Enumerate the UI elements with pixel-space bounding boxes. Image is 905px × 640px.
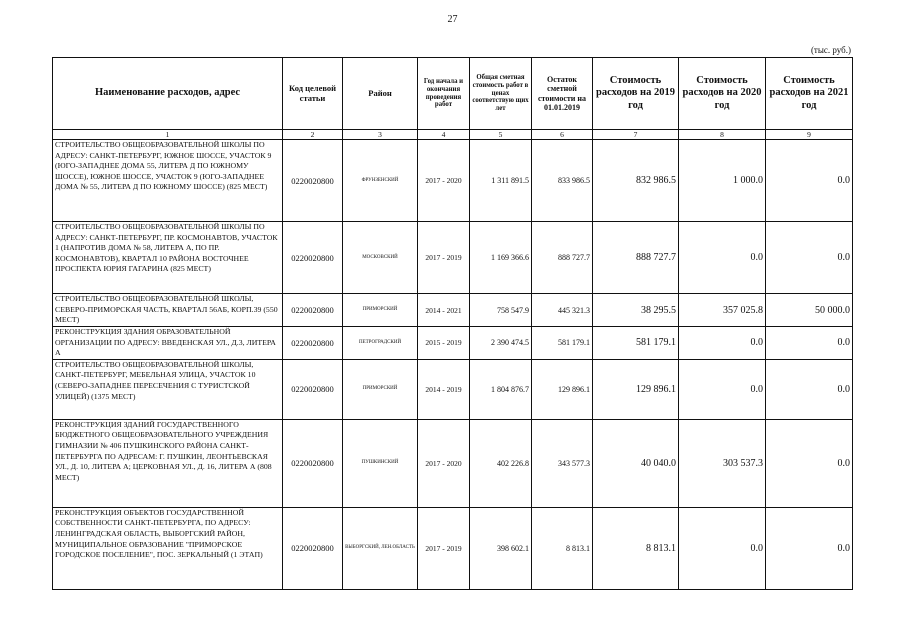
table-row [53,140,853,222]
header-remain: Остаток сметной стоимости на 01.01.2019 [532,58,593,130]
row-estimate: 1 804 876.7 [470,359,532,419]
row-name: СТРОИТЕЛЬСТВО ОБЩЕОБРАЗОВАТЕЛЬНОЙ ШКОЛЫ, САНКТ-ПЕТЕРБУРГ, МЕБЕЛЬНАЯ УЛИЦА, УЧАСТОК 10 (СЕВЕРО-ЗАПАДНЕЕ ПЕРЕСЕЧЕНИЯ С ТУРИСТСКОЙ УЛИЦЕЙ) (1375 МЕСТ) [53,359,283,419]
header-cost-2019: Стоимость расходов на 2019 год [593,58,679,130]
page-number: 27 [447,14,458,25]
row-cost-2020: 0.0 [679,327,766,360]
column-number: 3 [343,130,418,140]
row-district: ПРИМОРСКИЙ [343,359,418,419]
row-estimate: 398 602.1 [470,507,532,589]
row-district: МОСКОВСКИЙ [343,222,418,294]
column-number: 6 [532,130,593,140]
header-code: Код целевой статьи [283,58,343,130]
row-district: ФРУНЗЕНСКИЙ [343,140,418,222]
units-note: (тыс. руб.) [810,45,851,55]
header-years: Год начала и окончания проведения работ [418,58,470,130]
row-cost-2019: 8 813.1 [593,507,679,589]
row-district: ПРИМОРСКИЙ [343,294,418,327]
row-remain: 445 321.3 [532,294,593,327]
row-years: 2017 - 2020 [418,419,470,507]
budget-table [52,57,853,590]
row-cost-2021: 0.0 [766,419,853,507]
row-cost-2020: 303 537.3 [679,419,766,507]
row-cost-2020: 0.0 [679,359,766,419]
row-code: 0220020800 [283,140,343,222]
table-row [53,294,853,327]
row-remain: 833 986.5 [532,140,593,222]
row-cost-2021: 0.0 [766,359,853,419]
row-estimate: 402 226.8 [470,419,532,507]
column-number: 1 [53,130,283,140]
row-cost-2021: 0.0 [766,222,853,294]
row-estimate: 2 390 474.5 [470,327,532,360]
header-cost-2021: Стоимость расходов на 2021 год [766,58,853,130]
row-name: СТРОИТЕЛЬСТВО ОБЩЕОБРАЗОВАТЕЛЬНОЙ ШКОЛЫ ПО АДРЕСУ: САНКТ-ПЕТЕРБУРГ, ЮЖНОЕ ШОССЕ, УЧАСТОК 9 (ЮГО-ЗАПАДНЕЕ ДОМА 55, ЛИТЕРА Д ПО ЮЖНОМУ ШОССЕ), ЮЖНОЕ ШОССЕ, УЧАСТОК 9 (ЮГО-ЗАПАДНЕЕ ДОМА № 55, ЛИТЕРА Д ПО ЮЖНОМУ ШОССЕ) (825 МЕСТ) [53,140,283,222]
table-row [53,507,853,589]
column-number: 2 [283,130,343,140]
header-district: Район [343,58,418,130]
row-code: 0220020800 [283,359,343,419]
row-years: 2017 - 2019 [418,507,470,589]
row-remain: 8 813.1 [532,507,593,589]
row-cost-2020: 0.0 [679,507,766,589]
table-row [53,419,853,507]
row-years: 2014 - 2019 [418,359,470,419]
row-district: ВЫБОРГСКИЙ, ЛЕН.ОБЛАСТЬ [343,507,418,589]
row-cost-2020: 0.0 [679,222,766,294]
row-years: 2017 - 2020 [418,140,470,222]
row-name: РЕКОНСТРУКЦИЯ ОБЪЕКТОВ ГОСУДАРСТВЕННОЙ СОБСТВЕННОСТИ САНКТ-ПЕТЕРБУРГА, ПО АДРЕСУ: ЛЕНИНГРАДСКАЯ ОБЛАСТЬ, ВЫБОРГСКИЙ РАЙОН, МУНИЦИПАЛЬНОЕ ОБРАЗОВАНИЕ "ПРИМОРСКОЕ ГОРОДСКОЕ ПОСЕЛЕНИЕ", ПОС. ЗЕРКАЛЬНЫЙ (1 ЭТАП) [53,507,283,589]
column-number: 9 [766,130,853,140]
row-estimate: 1 169 366.6 [470,222,532,294]
column-number: 5 [470,130,532,140]
table-row [53,222,853,294]
row-name: СТРОИТЕЛЬСТВО ОБЩЕОБРАЗОВАТЕЛЬНОЙ ШКОЛЫ, СЕВЕРО-ПРИМОРСКАЯ ЧАСТЬ, КВАРТАЛ 56АБ, КОРП.39 (550 МЕСТ) [53,294,283,327]
row-cost-2021: 0.0 [766,507,853,589]
row-remain: 343 577.3 [532,419,593,507]
header-estimate: Общая сметная стоимость работ в ценах соответствую щих лет [470,58,532,130]
column-number: 7 [593,130,679,140]
row-years: 2015 - 2019 [418,327,470,360]
row-cost-2021: 0.0 [766,327,853,360]
row-remain: 129 896.1 [532,359,593,419]
column-number: 4 [418,130,470,140]
row-name: РЕКОНСТРУКЦИЯ ЗДАНИЯ ОБРАЗОВАТЕЛЬНОЙ ОРГАНИЗАЦИИ ПО АДРЕСУ: ВВЕДЕНСКАЯ УЛ., Д.3, ЛИТЕРА А [53,327,283,360]
row-cost-2021: 50 000.0 [766,294,853,327]
row-estimate: 1 311 891.5 [470,140,532,222]
row-years: 2017 - 2019 [418,222,470,294]
row-cost-2019: 129 896.1 [593,359,679,419]
row-district: ПЕТРОГРАДСКИЙ [343,327,418,360]
row-estimate: 758 547.9 [470,294,532,327]
header-name: Наименование расходов, адрес [53,58,283,130]
row-code: 0220020800 [283,507,343,589]
row-district: ПУШКИНСКИЙ [343,419,418,507]
row-cost-2021: 0.0 [766,140,853,222]
column-number-row [53,130,853,140]
row-cost-2020: 1 000.0 [679,140,766,222]
row-code: 0220020800 [283,327,343,360]
row-years: 2014 - 2021 [418,294,470,327]
row-remain: 888 727.7 [532,222,593,294]
row-remain: 581 179.1 [532,327,593,360]
row-cost-2019: 832 986.5 [593,140,679,222]
row-name: СТРОИТЕЛЬСТВО ОБЩЕОБРАЗОВАТЕЛЬНОЙ ШКОЛЫ ПО АДРЕСУ: САНКТ-ПЕТЕРБУРГ, ПР. КОСМОНАВТОВ, УЧАСТОК 1 (НАПРОТИВ ДОМА № 58, ЛИТЕРА А, ПО ПР. КОСМОНАВТОВ), КВАРТАЛ 10 РАЙОНА ВОСТОЧНЕЕ ПРОСПЕКТА ЮРИЯ ГАГАРИНА (825 МЕСТ) [53,222,283,294]
row-cost-2019: 581 179.1 [593,327,679,360]
row-name: РЕКОНСТРУКЦИЯ ЗДАНИЙ ГОСУДАРСТВЕННОГО БЮДЖЕТНОГО ОБЩЕОБРАЗОВАТЕЛЬНОГО УЧРЕЖДЕНИЯ ГИМНАЗИИ № 406 ПУШКИНСКОГО РАЙОНА САНКТ-ПЕТЕРБУРГА ПО АДРЕСАМ: Г. ПУШКИН, ЛЕОНТЬЕВСКАЯ УЛ., Д. 10, ЛИТЕРА А; ЦЕРКОВНАЯ УЛ., Д. 16, ЛИТЕРА А (808 МЕСТ) [53,419,283,507]
row-cost-2019: 888 727.7 [593,222,679,294]
row-code: 0220020800 [283,222,343,294]
table-row [53,327,853,360]
row-cost-2019: 38 295.5 [593,294,679,327]
table-row [53,359,853,419]
row-code: 0220020800 [283,419,343,507]
row-code: 0220020800 [283,294,343,327]
column-number: 8 [679,130,766,140]
row-cost-2020: 357 025.8 [679,294,766,327]
header-cost-2020: Стоимость расходов на 2020 год [679,58,766,130]
row-cost-2019: 40 040.0 [593,419,679,507]
header-row [53,58,853,130]
